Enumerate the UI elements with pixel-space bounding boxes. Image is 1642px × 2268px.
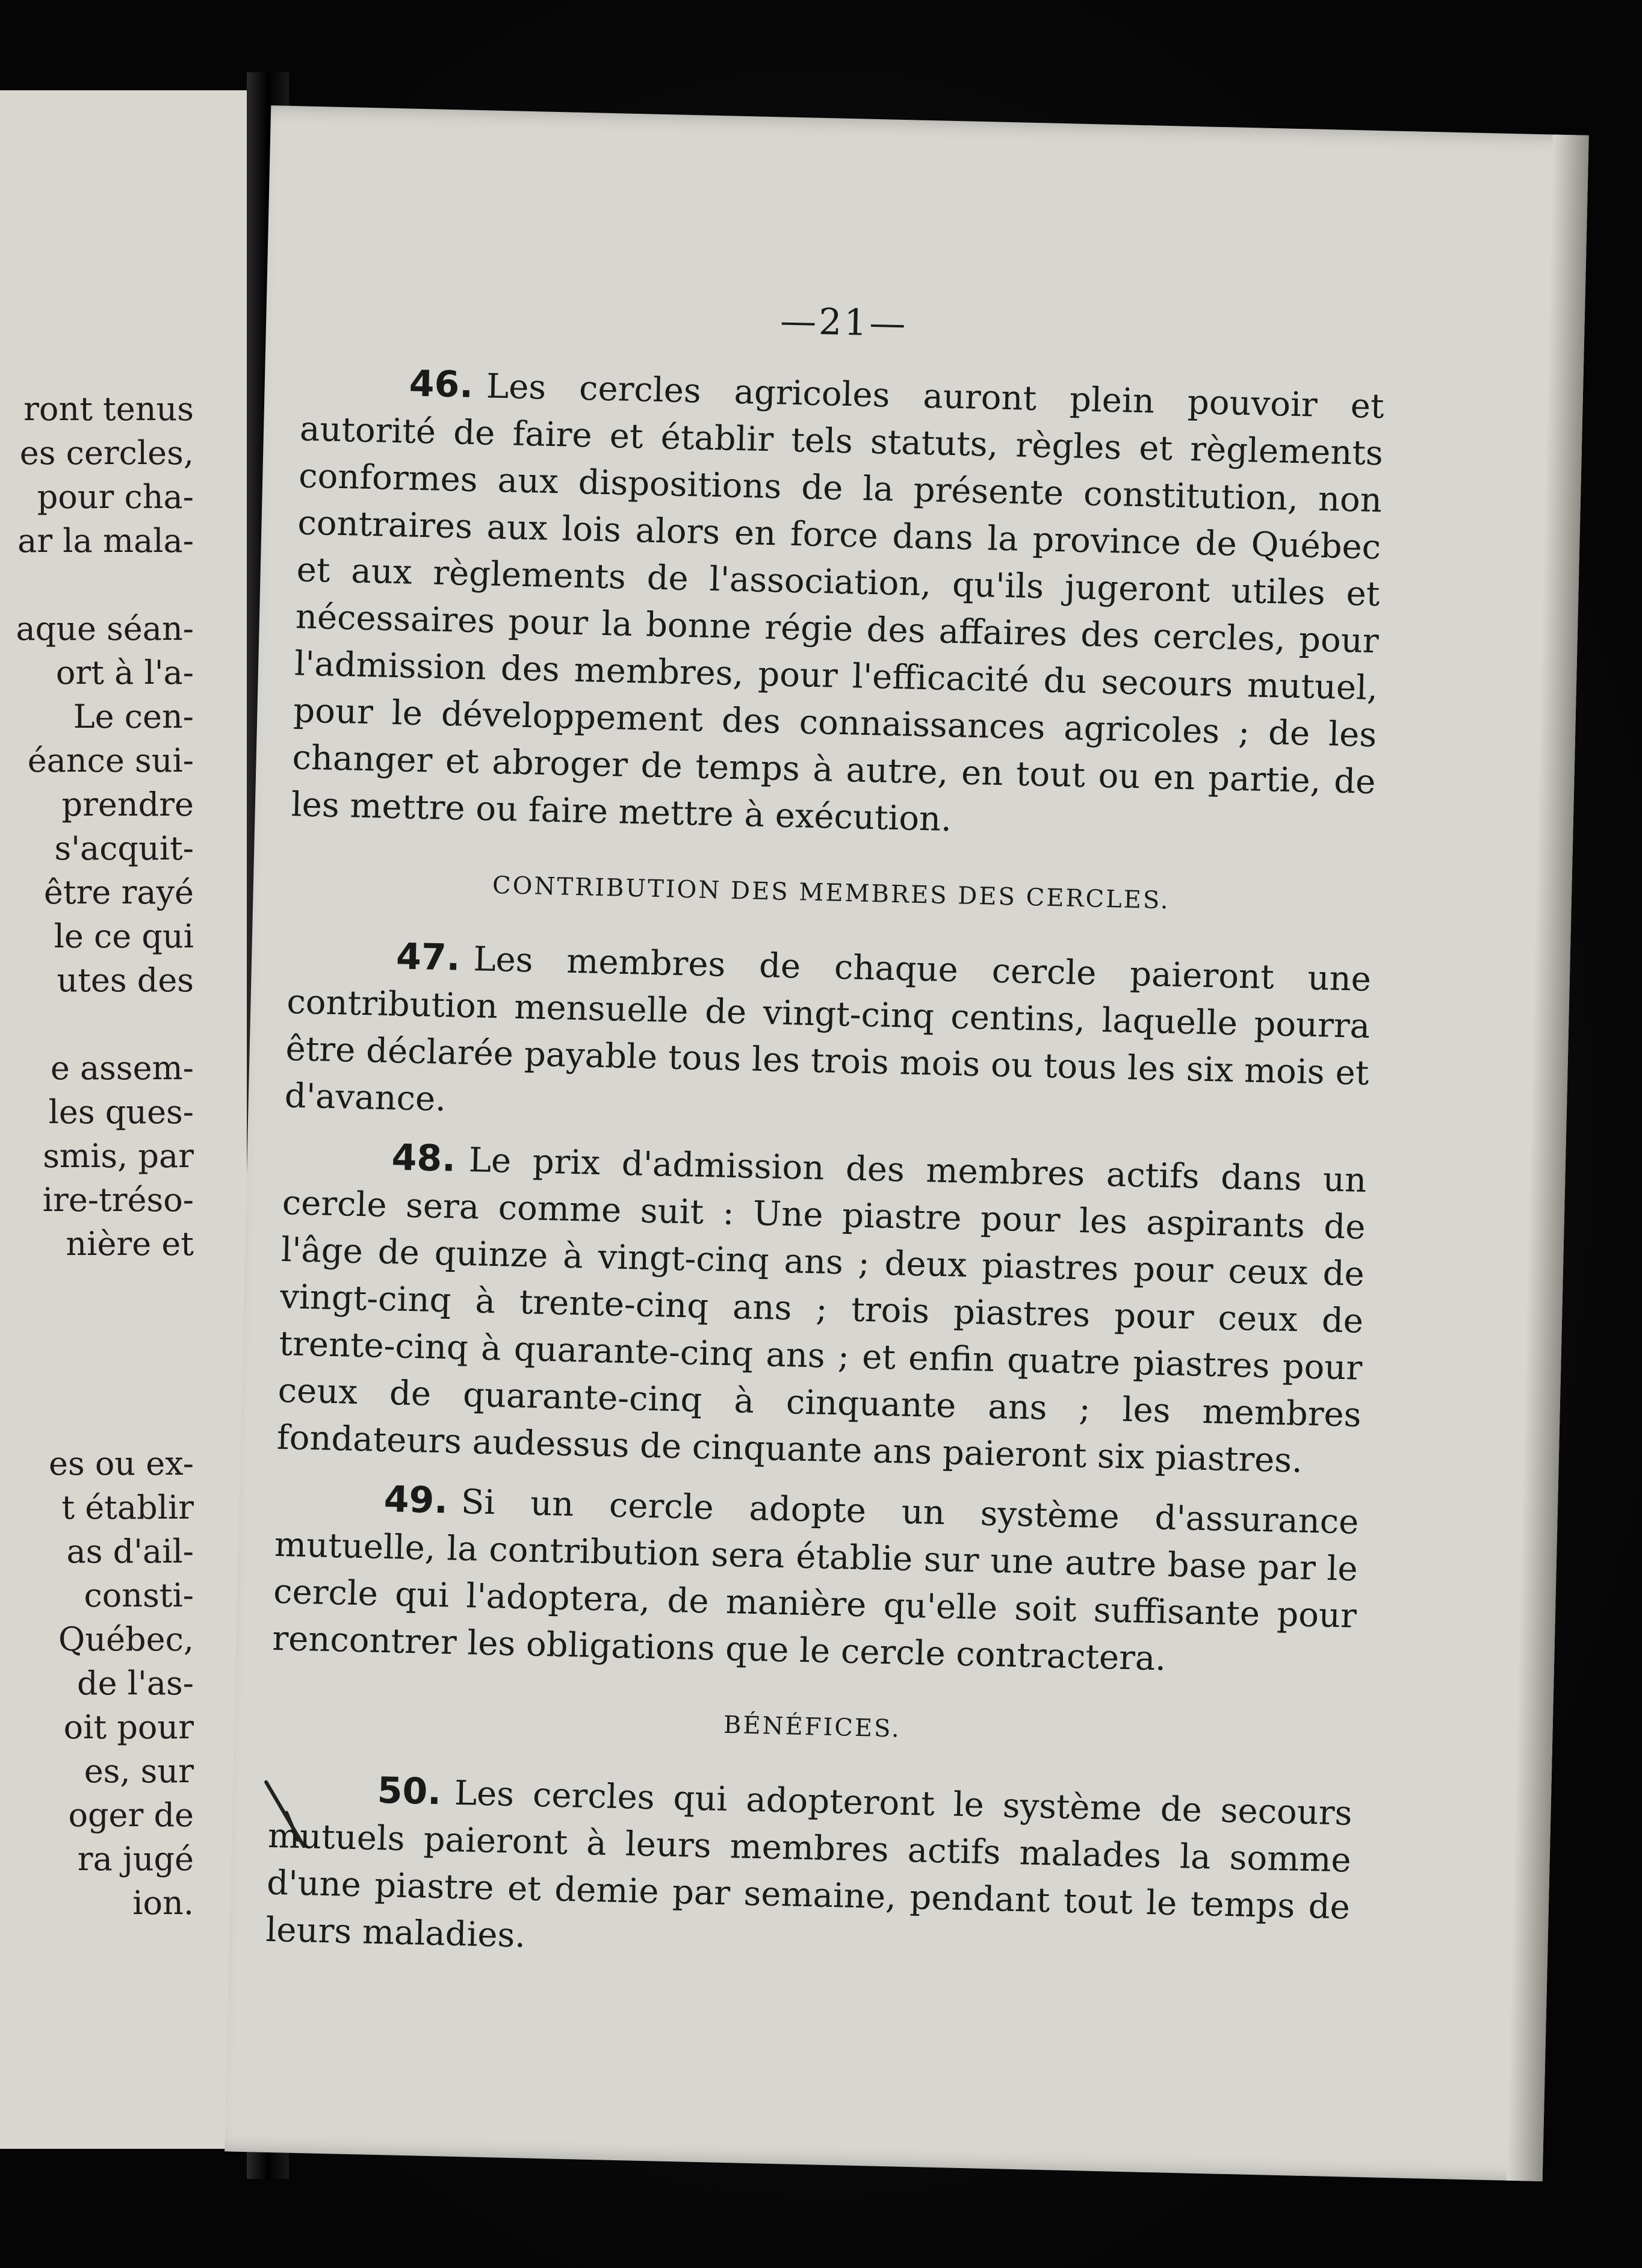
fragment-line: ra jugé bbox=[77, 1840, 194, 1878]
article-list-bottom bbox=[265, 1765, 1353, 1978]
fragment-line: oit pour bbox=[63, 1708, 194, 1746]
fragment-line: oger de bbox=[68, 1796, 194, 1834]
fragment-line: nière et bbox=[66, 1225, 194, 1263]
section-heading-benefices: BÉNÉFICES. bbox=[723, 1711, 902, 1743]
article-paragraph bbox=[272, 1473, 1360, 1687]
article-list-mid bbox=[272, 931, 1372, 1687]
fragment-line: t établir bbox=[61, 1489, 194, 1526]
article-paragraph bbox=[276, 1132, 1367, 1486]
fragment-line: Québec, bbox=[58, 1620, 194, 1658]
document-page bbox=[225, 105, 1589, 2181]
fragment-line: ort à l'a- bbox=[55, 654, 194, 692]
fragment-line: ion. bbox=[132, 1884, 194, 1922]
page-content bbox=[265, 287, 1386, 1990]
fragment-line: aque séan- bbox=[16, 610, 194, 648]
article-number: 48. bbox=[391, 1136, 456, 1180]
article-paragraph bbox=[284, 931, 1372, 1144]
article-paragraph bbox=[265, 1765, 1353, 1978]
fragment-line: e assem- bbox=[50, 1049, 194, 1087]
fragment-line: éance sui- bbox=[27, 742, 194, 779]
article-number: 47. bbox=[395, 935, 461, 979]
article-text: Les cercles agricoles auront plein pouvoir et autorité de faire et établir tels statuts, règles et règlements conformes aux dispositions de la présente constitution, non contraires aux lois alors en force dans la province de Québec et aux règlements de l'association, qu'ils jugeront utiles et nécessaires pour la bonne régie des affaires des cercles, pour l'admission des membres, pour l'efficacité du secours mutuel, pour le développement des connaissances agricoles ; de les changer et abroger de temps à autre, en tout ou en partie, de les mettre ou faire mettre à exécution. bbox=[291, 367, 1385, 840]
section-heading-contribution: CONTRIBUTION DES MEMBRES DES CERCLES. bbox=[492, 871, 1171, 915]
fragment-line: utes des bbox=[57, 961, 194, 999]
page-number: —21— bbox=[779, 300, 909, 345]
article-text: Les cercles qui adopteront le système de secours mutuels paieront à leurs membres actifs malades la somme d'une piastre et demie par semaine, pendant tout le temps de leurs maladies. bbox=[265, 1773, 1353, 1956]
fragment-line: es cercles, bbox=[19, 434, 194, 472]
fragment-line: consti- bbox=[84, 1576, 194, 1614]
article-text: Le prix d'admission des membres actifs dans un cercle sera comme suit : Une piastre pour les aspirants de l'âge de quinze à vingt-cinq ans ; deux piastres pour ceux de vingt-cinq à trente-cinq ans ; trois piastres pour ceux de trente-cinq à quarante-cinq ans ; et enfin quatre piastres pour ceux de quarante-cinq à cinquante ans ; les membres fondateurs audessus de cinquante ans paieront six piastres. bbox=[276, 1141, 1367, 1481]
article-list-top bbox=[291, 358, 1384, 853]
fragment-line: les ques- bbox=[48, 1093, 194, 1131]
previous-page-fragment bbox=[0, 90, 247, 2149]
fragment-line: es, sur bbox=[84, 1752, 194, 1790]
fragment-line: ire-tréso- bbox=[42, 1181, 194, 1219]
fragment-line: ront tenus bbox=[23, 390, 194, 428]
fragment-line: s'acquit- bbox=[54, 829, 194, 867]
fragment-line: prendre bbox=[61, 785, 194, 823]
fragment-line: le ce qui bbox=[54, 917, 194, 955]
article-text: Les membres de chaque cercle paieront une contribution mensuelle de vingt-cinq centins, laquelle pourra être déclarée payable tous les trois mois ou tous les six mois et d'avance. bbox=[284, 940, 1372, 1120]
fragment-line: smis, par bbox=[43, 1137, 194, 1175]
article-text: Si un cercle adopte un système d'assurance mutuelle, la contribution sera établie sur une autre base par le cercle qui l'adoptera, de manière qu'elle soit suffisante pour rencontrer les obligations que le cercle contractera. bbox=[271, 1482, 1360, 1679]
article-number: 50. bbox=[377, 1769, 442, 1814]
fragment-line: ar la mala- bbox=[17, 522, 194, 560]
fragment-line: Le cen- bbox=[73, 698, 194, 736]
fragment-line: as d'ail- bbox=[66, 1532, 194, 1570]
article-number: 49. bbox=[383, 1478, 448, 1522]
fragment-line: pour cha- bbox=[37, 478, 194, 516]
article-paragraph bbox=[291, 358, 1384, 853]
fragment-line: es ou ex- bbox=[49, 1445, 194, 1483]
article-number: 46. bbox=[409, 362, 474, 406]
fragment-line: être rayé bbox=[43, 873, 194, 911]
fragment-line: de l'as- bbox=[77, 1664, 194, 1702]
